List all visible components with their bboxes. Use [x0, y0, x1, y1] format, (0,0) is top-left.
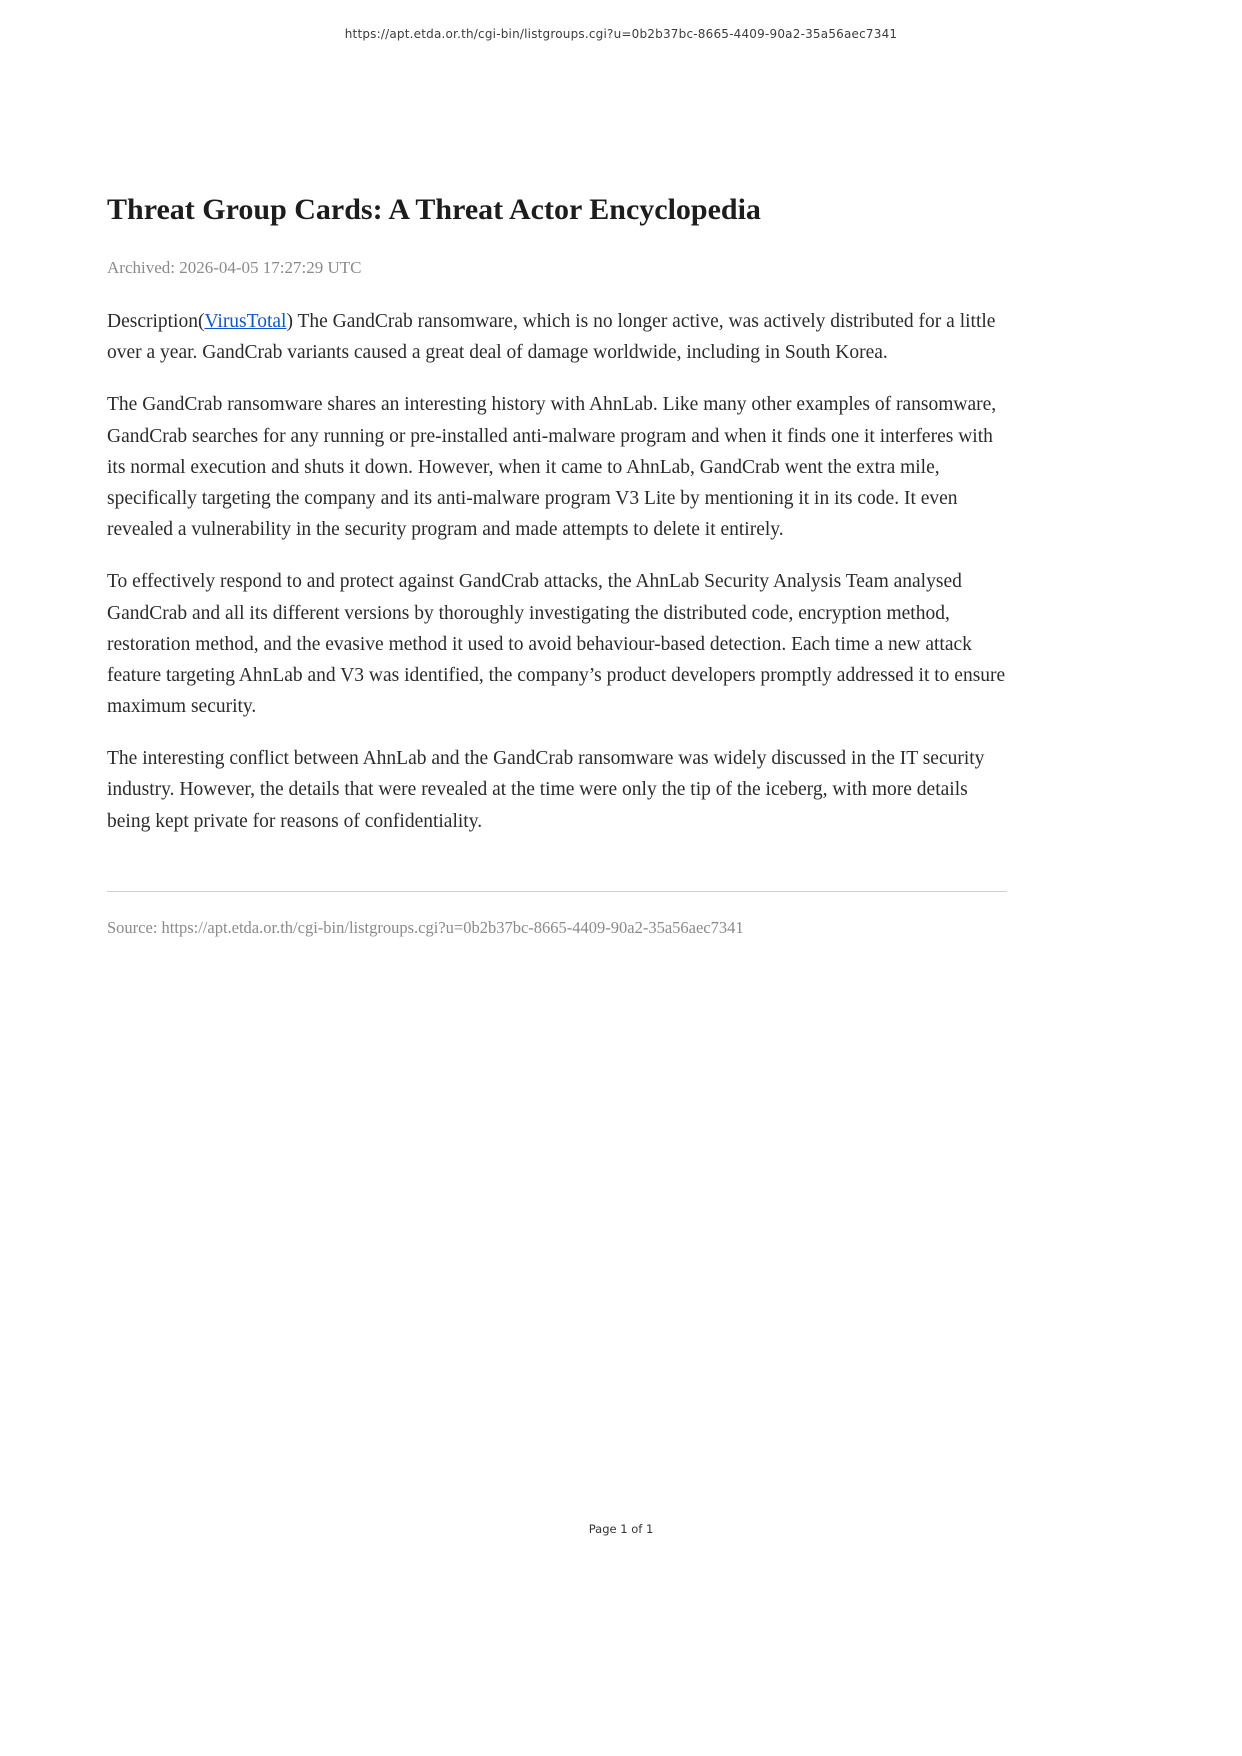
virustotal-link[interactable]: VirusTotal: [204, 311, 287, 332]
description-prefix: Description(: [107, 311, 205, 332]
paragraph-description: [107, 306, 1007, 368]
paragraph-conflict: The interesting conflict between AhnLab and the GandCrab ransomware was widely discussed in the IT security industry. However, the details that were revealed at the time were only the tip of the iceberg, with more details being kept private for reasons of confidentiality.: [107, 748, 985, 832]
divider: [107, 891, 1007, 892]
article-content: [107, 192, 1007, 938]
description-suffix: ) The GandCrab ransomware, which is no longer active, was actively distributed for a little over a year. GandCrab variants caused a great deal of damage worldwide, including in South Korea.: [107, 311, 996, 364]
source-line: Source: https://apt.etda.or.th/cgi-bin/listgroups.cgi?u=0b2b37bc-8665-4409-90a2-35a56aec7341: [107, 917, 744, 937]
paragraph-response: To effectively respond to and protect against GandCrab attacks, the AhnLab Security Analysis Team analysed GandCrab and all its different versions by thoroughly investigating the distributed code, encryption method, restoration method, and the evasive method it used to avoid behaviour-based detection. Each time a new attack feature targeting AhnLab and V3 was identified, the company’s product developers promptly addressed it to ensure maximum security.: [107, 571, 1006, 718]
archived-timestamp: Archived: 2026-04-05 17:27:29 UTC: [107, 258, 362, 277]
archive-header-url: https://apt.etda.or.th/cgi-bin/listgroups.cgi?u=0b2b37bc-8665-4409-90a2-35a56aec7341: [344, 27, 898, 41]
paragraph-history: The GandCrab ransomware shares an interesting history with AhnLab. Like many other examples of ransomware, GandCrab searches for any running or pre-installed anti-malware program and when it finds one it interferes with its normal execution and shuts it down. However, when it came to AhnLab, GandCrab went the extra mile, specifically targeting the company and its anti-malware program V3 Lite by mentioning it in its code. It even revealed a vulnerability in the security program and made attempts to delete it entirely.: [107, 394, 997, 541]
page-number-footer: Page 1 of 1: [588, 1522, 654, 1536]
page-title: Threat Group Cards: A Threat Actor Encyclopedia: [107, 193, 761, 226]
